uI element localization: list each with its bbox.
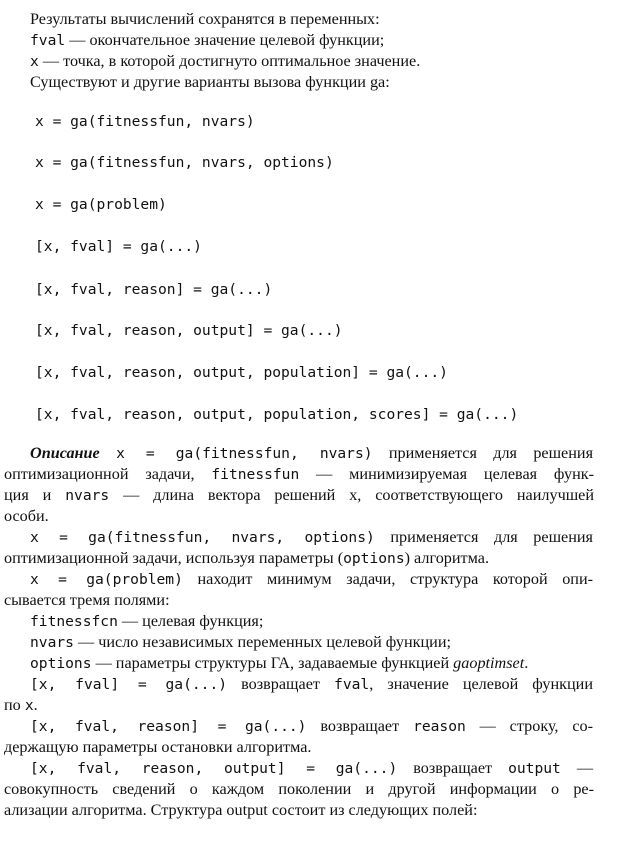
inline-code: reason [413,718,466,735]
field-fitnessfcn [30,611,263,632]
desc-text: — минимизируемая целевая функ- [316,465,595,483]
inline-code: fitnessfun [211,466,300,483]
desc-text: — строку, со- [479,717,594,735]
field-nvars [30,632,451,653]
desc-text: ) алгоритма. [404,549,489,567]
function-name: gaoptimset [453,654,525,672]
inline-code: x [30,53,39,70]
code-line: [x, fval, reason, output, population, scores] = ga(...) [35,406,519,423]
desc-text: возвращает [413,759,493,777]
intro-text: — окончательное значение целевой функции; [65,31,385,49]
inline-code: x = ga(problem) [30,571,183,588]
code-line: x = ga(fitnessfun, nvars, options) [35,154,334,171]
desc-text: применяется для решения [388,444,594,462]
desc-p6-line-3: ализации алгоритма. Структура output состоит из следующих полей: [4,801,478,819]
inline-code: x = ga(fitnessfun, nvars, options) [30,529,375,546]
inline-code: [x, fval, reason, output] = ga(...) [30,760,398,777]
intro-line-1: Результаты вычислений сохранятся в переменных: [30,10,380,28]
desc-text: — число независимых переменных целевой функции; [77,633,452,651]
inline-code: output [508,760,561,777]
desc-text: ция и [4,486,52,504]
desc-text: находит минимум задачи, структура которой опи- [197,570,594,588]
desc-p2-line-2 [4,548,489,569]
inline-code: fitnessfcn [30,613,118,630]
desc-p6-line-1 [30,758,593,779]
code-line: x = ga(fitnessfun, nvars) [35,113,255,130]
desc-p3-line-2: сывается тремя полями: [4,591,170,609]
desc-text: — [576,759,594,777]
inline-code: options [343,550,405,567]
inline-code: [x, fval, reason] = ga(...) [30,718,307,735]
desc-p4-line-2 [4,695,38,716]
inline-code: x [24,697,34,714]
inline-code: [x, fval] = ga(...) [30,676,228,693]
desc-text: возвращает [241,675,320,693]
desc-p6-line-2: совокупность сведений о каждом поколении и другой информации о ре- [4,780,594,798]
desc-p2-line-1 [30,527,593,548]
intro-line-2 [30,30,384,51]
desc-text: оптимизационной задачи, используя параметры ( [4,549,344,567]
desc-text: . [524,654,529,672]
desc-text: — длина вектора решений x, соответствующего наилучшей [123,486,595,504]
desc-text: . [33,696,38,714]
desc-p1-line-3 [4,485,594,506]
inline-code: options [30,655,92,672]
desc-text: — параметры структуры ГА, задаваемые функцией [95,654,454,672]
section-label: Описание [30,444,100,462]
code-line: x = ga(problem) [35,196,167,213]
desc-p1-line-2 [4,464,594,485]
desc-p4-line-1 [30,674,593,695]
desc-p3-line-1 [30,569,593,590]
desc-p5-line-1 [30,716,593,737]
code-line: [x, fval, reason, output, population] = ga(...) [35,364,448,381]
desc-text: применяется для решения [390,528,593,546]
field-options [30,653,528,674]
desc-p5-line-2: держащую параметры остановки алгоритма. [4,738,312,756]
inline-code: nvars [65,487,110,504]
desc-text: — целевая функция; [121,612,264,630]
code-line: [x, fval, reason] = ga(...) [35,281,273,298]
code-line: [x, fval] = ga(...) [35,238,202,255]
code-line: [x, fval, reason, output] = ga(...) [35,322,343,339]
inline-code: fval [334,676,370,693]
desc-text: оптимизационной задачи, [4,465,195,483]
inline-code: x = ga(fitnessfun, nvars) [116,445,373,462]
desc-p1-line-1 [30,443,593,464]
desc-text: по [4,696,21,714]
desc-text: возвращает [320,717,400,735]
intro-text: — точка, в которой достигнуто оптимальное значение. [38,52,421,70]
intro-line-3 [30,51,420,72]
desc-text: , значение целевой функции [369,675,594,693]
desc-p1-line-4: особи. [4,507,49,525]
inline-code: fval [30,32,66,49]
intro-line-4: Существуют и другие варианты вызова функции ga: [30,73,390,91]
inline-code: nvars [30,634,74,651]
